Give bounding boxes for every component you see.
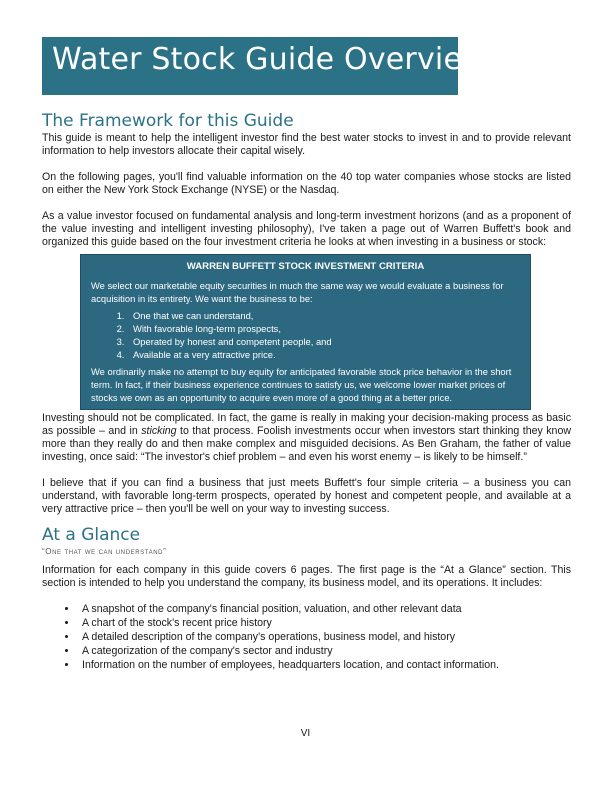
list-item: • A snapshot of the company's financial position, valuation, and other relevant data: [78, 602, 571, 616]
simplicity-paragraph: [42, 412, 571, 464]
criteria-item-4: 4. Available at a very attractive price.: [127, 348, 520, 361]
list-item: • A chart of the stock's recent price history: [78, 616, 571, 630]
at-a-glance-heading: At a Glance: [42, 525, 141, 545]
simplicity-text-end: to that process. Foolish investments occur when investors start thinking they know more than they really do and then make complex and misguided decisions. As Ben Graham, the father of value investing, once said: “The investor's chief problem – and even his worst enemy – is likely to be himself.”: [42, 425, 571, 463]
main-content: [42, 110, 571, 672]
simplicity-text-italic: sticking: [141, 425, 177, 437]
list-item: • A categorization of the company's sector and industry: [78, 644, 571, 658]
framework-heading: The Framework for this Guide: [42, 111, 294, 131]
conclusion-paragraph: I believe that if you can find a business that just meets Buffett's four simple criteria – a business you can understand, with favorable long-term prospects, operated by honest and competent people, and available at a very attractive price – then you'll be well on your way to investing success.: [42, 477, 571, 515]
criteria-item-3: 3. Operated by honest and competent people, and: [127, 335, 520, 348]
title-banner: [42, 37, 487, 95]
simplicity-text-start: Investing should not be complicated. In fact, the game is really in making your decision-making process as basic as possible – and in: [42, 412, 571, 437]
page-title: Water Stock Guide Overview: [52, 42, 487, 77]
list-item: • Information on the number of employees, headquarters location, and contact information.: [78, 658, 571, 672]
framework-paragraph-3: As a value investor focused on fundamental analysis and long-term investment horizons (and as a proponent of the value investing and intelligent investing philosophy), I've taken a page out of Warren Buffett's book and organized this guide based on the four investment criteria he looks at when investing in a business or stock:: [42, 210, 571, 248]
criteria-box-title: WARREN BUFFETT STOCK INVESTMENT CRITERIA: [186, 261, 425, 272]
criteria-box-closing: We ordinarily make no attempt to buy equity for anticipated favorable stock price behavior in the short term. In fact, if their business experience continues to satisfy us, we welcome lower market prices of stocks we own as an opportunity to acquire even more of a good thing at a better price.: [91, 366, 512, 403]
criteria-item-2: 2. With favorable long-term prospects,: [127, 322, 520, 335]
criteria-item-1: 1. One that we can understand,: [127, 309, 520, 322]
page-number: VI: [300, 728, 311, 739]
framework-paragraph-1: This guide is meant to help the intelligent investor find the best water stocks to invest in and to provide relevant information to help investors allocate their capital wisely.: [42, 132, 571, 157]
criteria-box-intro: We select our marketable equity securities in much the same way we would evaluate a business for acquisition in its entirety. We want the business to be:: [91, 280, 504, 304]
at-a-glance-list: [42, 602, 571, 672]
framework-paragraph-2: On the following pages, you'll find valuable information on the 40 top water companies whose stocks are listed on either the New York Stock Exchange (NYSE) or the Nasdaq.: [42, 171, 571, 196]
list-item: • A detailed description of the company's operations, business model, and history: [78, 630, 571, 644]
at-a-glance-subheading: “One that we can understand”: [42, 547, 167, 556]
criteria-list: [91, 309, 520, 361]
at-a-glance-paragraph: Information for each company in this guide covers 6 pages. The first page is the “At a Glance” section. This section is intended to help you understand the company, its business model, and its operations. It includes:: [42, 564, 571, 589]
buffett-criteria-box: [80, 254, 531, 410]
